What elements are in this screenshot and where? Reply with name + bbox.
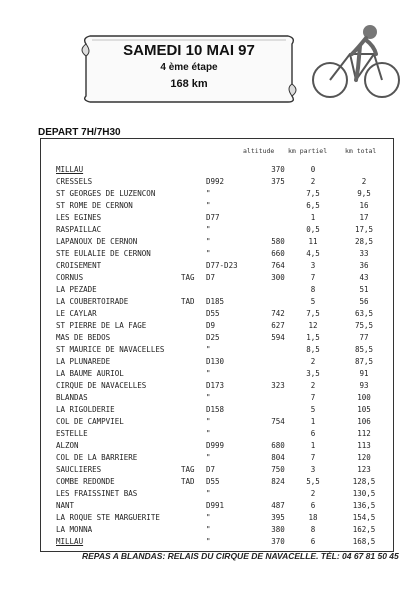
cell-note: TAG (181, 465, 195, 474)
cell-part: 1 (310, 441, 316, 450)
table-row (42, 212, 392, 223)
cell-name: MAS DE BEDOS (56, 333, 111, 342)
cell-total: 77 (359, 333, 369, 342)
cell-alt: 754 (271, 417, 285, 426)
cell-road: " (206, 237, 211, 246)
table-row (42, 248, 392, 259)
cell-road: " (206, 201, 211, 210)
cell-note: TAD (181, 297, 195, 306)
cell-name: ALZON (56, 441, 79, 450)
cyclist-icon (300, 18, 410, 100)
cell-part: 0 (310, 165, 316, 174)
header-km-total: km total (345, 147, 377, 155)
cell-total: 17 (359, 213, 369, 222)
cell-name: MILLAU (56, 537, 84, 546)
cell-road: " (206, 417, 211, 426)
table-row (42, 332, 392, 343)
cell-part: 6 (310, 537, 316, 546)
cell-part: 6 (310, 501, 316, 510)
table-row (42, 188, 392, 199)
cell-road: " (206, 489, 211, 498)
cell-road: D7 (206, 273, 216, 282)
cell-total: 130,5 (352, 489, 376, 498)
cell-part: 4,5 (306, 249, 320, 258)
cell-name: STE EULALIE DE CERNON (56, 249, 151, 258)
cell-total: 113 (357, 441, 371, 450)
table-row (42, 176, 392, 187)
cell-part: 18 (308, 513, 318, 522)
cell-total: 91 (359, 369, 369, 378)
cell-total: 100 (357, 393, 371, 402)
cell-total: 56 (359, 297, 369, 306)
table-row (42, 416, 392, 427)
cell-part: 7,5 (306, 189, 320, 198)
cell-alt: 627 (271, 321, 285, 330)
cell-road: D55 (206, 477, 220, 486)
cell-total: 51 (359, 285, 369, 294)
cell-part: 2 (310, 177, 316, 186)
table-row (42, 452, 392, 463)
cell-part: 1,5 (306, 333, 320, 342)
cell-alt: 824 (271, 477, 285, 486)
cell-road: D173 (206, 381, 225, 390)
cell-part: 3 (310, 261, 316, 270)
cell-part: 1 (310, 213, 316, 222)
table-row (42, 512, 392, 523)
cell-alt: 380 (271, 525, 285, 534)
cell-road: " (206, 537, 211, 546)
table-row (42, 224, 392, 235)
cell-alt: 764 (271, 261, 285, 270)
cell-name: LES EGINES (56, 213, 102, 222)
cell-road: D999 (206, 441, 225, 450)
cell-name: ST GEORGES DE LUZENCON (56, 189, 156, 198)
cell-part: 11 (308, 237, 318, 246)
cell-name: LA COUBERTOIRADE (56, 297, 129, 306)
cell-name: COMBE REDONDE (56, 477, 115, 486)
cell-part: 8 (310, 285, 316, 294)
table-row (42, 536, 392, 547)
table-row (42, 284, 392, 295)
cell-part: 8,5 (306, 345, 320, 354)
cell-total: 75,5 (354, 321, 374, 330)
cell-note: TAD (181, 477, 195, 486)
cell-road: " (206, 513, 211, 522)
table-row (42, 440, 392, 451)
table-row (42, 524, 392, 535)
cell-road: D25 (206, 333, 220, 342)
footer-note: REPAS A BLANDAS: RELAIS DU CIRQUE DE NAVACELLE. TÉL: 04 67 81 50 45 (82, 551, 399, 561)
cell-part: 3,5 (306, 369, 320, 378)
cell-total: 87,5 (354, 357, 374, 366)
table-row (42, 356, 392, 367)
cell-part: 2 (310, 357, 316, 366)
cell-name: LAPANOUX DE CERNON (56, 237, 138, 246)
table-row (42, 380, 392, 391)
cell-road: D185 (206, 297, 225, 306)
cell-alt: 370 (271, 537, 285, 546)
cell-road: " (206, 525, 211, 534)
cell-name: COL DE LA BARRIERE (56, 453, 138, 462)
cell-total: 9,5 (357, 189, 371, 198)
table-row (42, 464, 392, 475)
cell-total: 120 (357, 453, 371, 462)
departure-time: DEPART 7H/7H30 (38, 127, 121, 138)
cell-road: " (206, 393, 211, 402)
cell-part: 12 (308, 321, 318, 330)
banner-date: SAMEDI 10 MAI 97 (123, 42, 255, 59)
cell-road: D158 (206, 405, 225, 414)
cell-part: 2 (310, 381, 316, 390)
table-row (42, 428, 392, 439)
table-row (42, 164, 392, 175)
cell-name: LE CAYLAR (56, 309, 97, 318)
cell-part: 7,5 (306, 309, 320, 318)
table-row (42, 392, 392, 403)
cell-total: 43 (359, 273, 369, 282)
cell-total: 168,5 (352, 537, 376, 546)
cell-name: LA PLUNAREDE (56, 357, 111, 366)
cell-alt: 594 (271, 333, 285, 342)
cell-road: " (206, 453, 211, 462)
cell-road: " (206, 249, 211, 258)
cell-name: LA MONNA (56, 525, 93, 534)
cell-total: 106 (357, 417, 371, 426)
cell-total: 33 (359, 249, 369, 258)
table-row (42, 308, 392, 319)
cell-name: CORNUS (56, 273, 84, 282)
table-row (42, 296, 392, 307)
cell-part: 3 (310, 465, 316, 474)
cell-name: ST MAURICE DE NAVACELLES (56, 345, 165, 354)
header-altitude: altitude (243, 147, 275, 155)
cell-road: " (206, 429, 211, 438)
cell-road: " (206, 345, 211, 354)
cell-name: LES FRAISSINET BAS (56, 489, 138, 498)
cell-name: CRESSELS (56, 177, 93, 186)
cell-total: 2 (361, 177, 367, 186)
cell-total: 93 (359, 381, 369, 390)
cell-alt: 375 (271, 177, 285, 186)
cell-alt: 804 (271, 453, 285, 462)
cell-alt: 680 (271, 441, 285, 450)
table-row (42, 200, 392, 211)
title-banner (78, 30, 300, 106)
table-row (42, 488, 392, 499)
cell-alt: 370 (271, 165, 285, 174)
cell-total: 28,5 (354, 237, 374, 246)
cell-total: 128,5 (352, 477, 376, 486)
cell-note: TAG (181, 273, 195, 282)
cell-name: MILLAU (56, 165, 84, 174)
cell-road: D992 (206, 177, 225, 186)
cell-alt: 580 (271, 237, 285, 246)
table-row (42, 344, 392, 355)
cell-part: 8 (310, 525, 316, 534)
cell-alt: 660 (271, 249, 285, 258)
cell-road: D7 (206, 465, 216, 474)
cell-alt: 487 (271, 501, 285, 510)
cell-total: 63,5 (354, 309, 374, 318)
cell-name: RASPAILLAC (56, 225, 102, 234)
cell-part: 7 (310, 273, 316, 282)
cell-name: ESTELLE (56, 429, 88, 438)
cell-name: ST ROME DE CERNON (56, 201, 133, 210)
cell-name: LA BAUME AURIOL (56, 369, 124, 378)
cell-part: 5,5 (306, 477, 320, 486)
cell-alt: 750 (271, 465, 285, 474)
header-km-partial: km partiel (288, 147, 328, 155)
cell-part: 2 (310, 489, 316, 498)
cell-road: D130 (206, 357, 225, 366)
cell-total: 105 (357, 405, 371, 414)
cell-name: NANT (56, 501, 75, 510)
table-row (42, 404, 392, 415)
banner-distance: 168 km (170, 78, 208, 90)
cell-total: 85,5 (354, 345, 374, 354)
cell-part: 6 (310, 429, 316, 438)
cell-name: SAUCLIERES (56, 465, 102, 474)
cell-name: COL DE CAMPVIEL (56, 417, 124, 426)
table-row (42, 272, 392, 283)
cell-name: LA PEZADE (56, 285, 97, 294)
cell-road: D991 (206, 501, 225, 510)
cell-name: BLANDAS (56, 393, 88, 402)
cell-road: D77 (206, 213, 220, 222)
cell-total: 123 (357, 465, 371, 474)
cell-road: " (206, 225, 211, 234)
cell-total: 162,5 (352, 525, 376, 534)
cell-part: 5 (310, 405, 316, 414)
cell-total: 112 (357, 429, 371, 438)
table-row (42, 500, 392, 511)
table-row (42, 236, 392, 247)
table-row (42, 368, 392, 379)
cell-alt: 395 (271, 513, 285, 522)
cell-part: 7 (310, 393, 316, 402)
cell-total: 17,5 (354, 225, 374, 234)
banner-stage: 4 ème étape (160, 62, 218, 73)
cell-part: 0,5 (306, 225, 320, 234)
cell-part: 5 (310, 297, 316, 306)
cell-alt: 742 (271, 309, 285, 318)
cell-road: " (206, 189, 211, 198)
cell-road: D55 (206, 309, 220, 318)
cell-alt: 300 (271, 273, 285, 282)
cell-road: D9 (206, 321, 216, 330)
cell-name: LA ROQUE STE MARGUERITE (56, 513, 160, 522)
cell-total: 154,5 (352, 513, 376, 522)
cell-name: CIRQUE DE NAVACELLES (56, 381, 147, 390)
cell-total: 16 (359, 201, 369, 210)
cell-name: ST PIERRE DE LA FAGE (56, 321, 147, 330)
cell-total: 36 (359, 261, 369, 270)
cell-part: 7 (310, 453, 316, 462)
cell-alt: 323 (271, 381, 285, 390)
table-row (42, 320, 392, 331)
table-row (42, 260, 392, 271)
table-row (42, 476, 392, 487)
cell-part: 6,5 (306, 201, 320, 210)
cell-part: 1 (310, 417, 316, 426)
cell-road: D77-D23 (206, 261, 238, 270)
cell-total: 136,5 (352, 501, 376, 510)
cell-name: CROISEMENT (56, 261, 102, 270)
cell-name: LA RIGOLDERIE (56, 405, 115, 414)
cell-road: " (206, 369, 211, 378)
